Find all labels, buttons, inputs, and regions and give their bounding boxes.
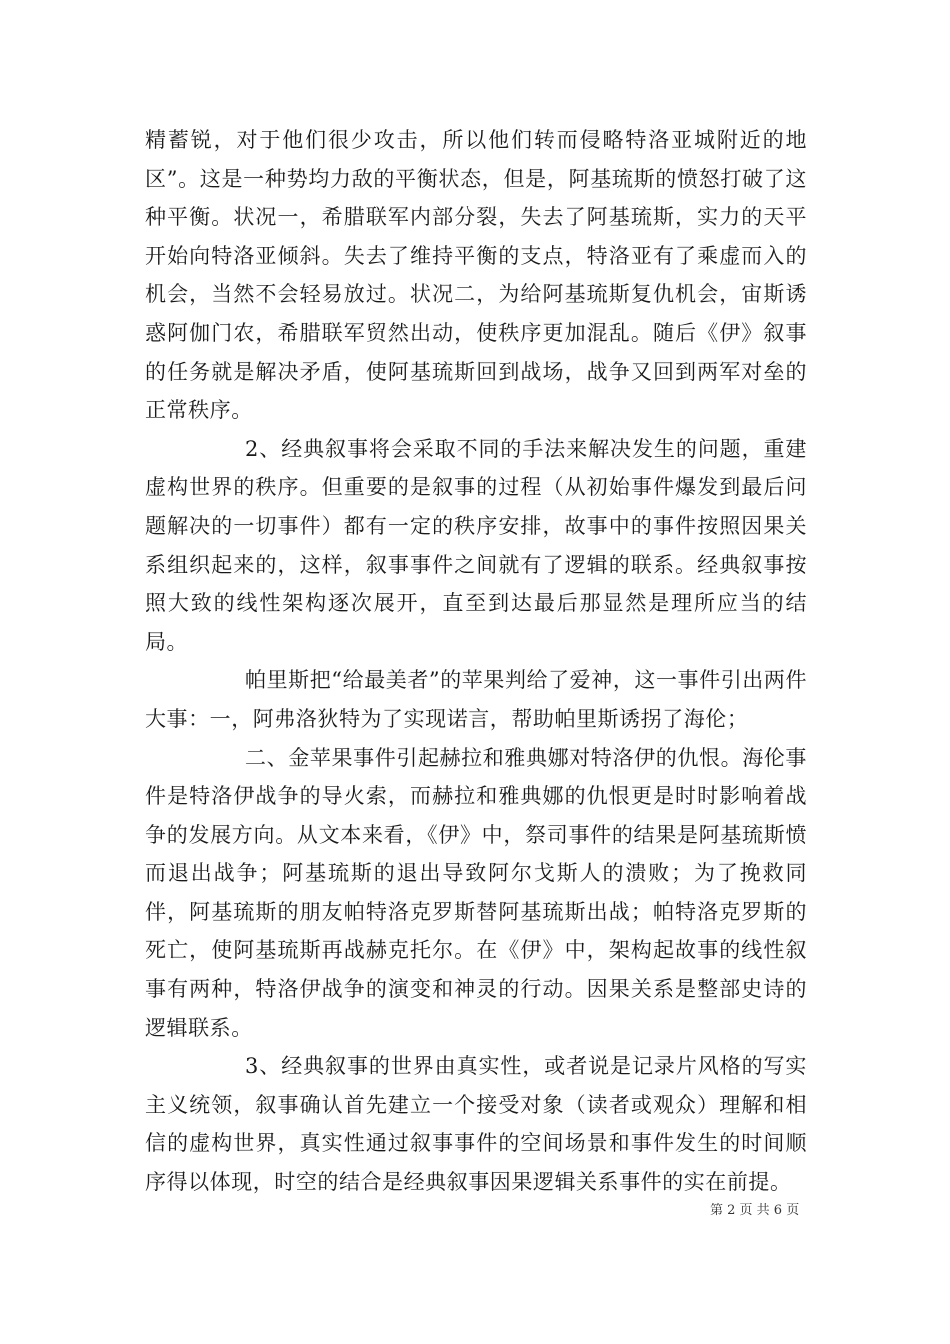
- paragraph-point-2: 2、经典叙事将会采取不同的手法来解决发生的问题，重建虚构世界的秩序。但重要的是叙事的过程（从初始事件爆发到最后问题解决的一切事件）都有一定的秩序安排，故事中的事件按照因果关系组织起来的，这样，叙事事件之间就有了逻辑的联系。经典叙事按照大致的线性架构逐次展开，直至到达最后那显然是理所应当的结局。: [145, 436, 807, 654]
- paragraph-paris-apple: 帕里斯把“给最美者”的苹果判给了爱神，这一事件引出两件大事：一，阿弗洛狄特为了实现诺言，帮助帕里斯诱拐了海伦；: [145, 668, 807, 731]
- page-number-footer: 第 2 页 共 6 页: [710, 1203, 800, 1218]
- paragraph-point-3: 3、经典叙事的世界由真实性，或者说是记录片风格的写实主义统领，叙事确认首先建立一个接受对象（读者或观众）理解和相信的虚构世界，真实性通过叙事事件的空间场景和事件发生的时间顺序得以体现，时空的结合是经典叙事因果逻辑关系事件的实在前提。: [145, 1054, 807, 1195]
- document-body: [145, 121, 807, 1202]
- paragraph-golden-apple-hatred: 二、金苹果事件引起赫拉和雅典娜对特洛伊的仇恨。海伦事件是特洛伊战争的导火索，而赫拉和雅典娜的仇恨更是时时影响着战争的发展方向。从文本来看，《伊》中，祭司事件的结果是阿基琉斯愤而退出战争；阿基琉斯的退出导致阿尔戈斯人的溃败；为了挽救同伴，阿基琉斯的朋友帕特洛克罗斯替阿基琉斯出战；帕特洛克罗斯的死亡，使阿基琉斯再战赫克托尔。在《伊》中，架构起故事的线性叙事有两种，特洛伊战争的演变和神灵的行动。因果关系是整部史诗的逻辑联系。: [145, 745, 807, 1040]
- paragraph-continuation: 精蓄锐，对于他们很少攻击，所以他们转而侵略特洛亚城附近的地区”。这是一种势均力敌的平衡状态，但是，阿基琉斯的愤怒打破了这种平衡。状况一，希腊联军内部分裂，失去了阿基琉斯，实力的天平开始向特洛亚倾斜。失去了维持平衡的支点，特洛亚有了乘虚而入的机会，当然不会轻易放过。状况二，为给阿基琉斯复仇机会，宙斯诱惑阿伽门农，希腊联军贸然出动，使秩序更加混乱。随后《伊》叙事的任务就是解决矛盾，使阿基琉斯回到战场，战争又回到两军对垒的正常秩序。: [145, 128, 807, 423]
